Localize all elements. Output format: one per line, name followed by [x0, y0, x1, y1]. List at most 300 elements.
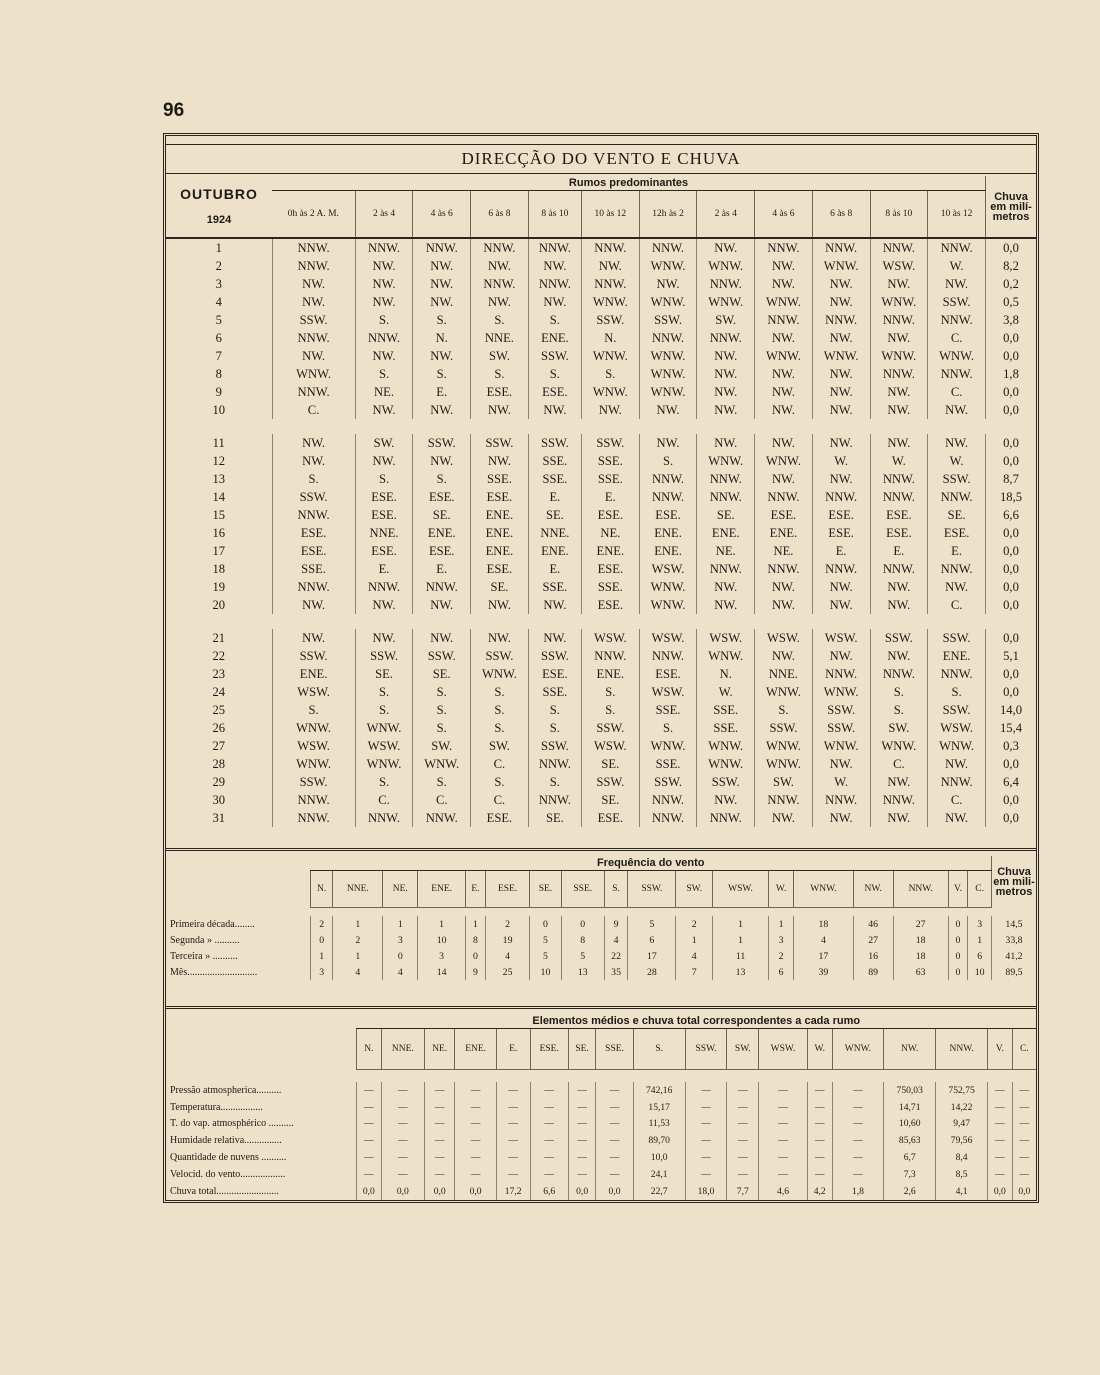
- wind-cell: WNW.: [639, 596, 697, 614]
- freq-cell: 0: [948, 916, 968, 932]
- day-number: 18: [212, 562, 226, 576]
- wind-cell: SSE.: [528, 578, 581, 596]
- freq-cell: 19: [485, 932, 529, 948]
- elem-cell: —: [455, 1149, 496, 1166]
- wind-cell: NNW.: [639, 329, 697, 347]
- wind-cell: NNW.: [272, 383, 355, 401]
- freq-cell: 1: [383, 916, 418, 932]
- wind-cell: NNW.: [272, 238, 355, 257]
- wind-cell: NNW.: [697, 809, 755, 827]
- table-row: [166, 275, 1036, 293]
- wind-cell: S.: [471, 719, 529, 737]
- wind-cell: NW.: [697, 365, 755, 383]
- wind-cell: SSW.: [355, 647, 413, 665]
- elem-cell: —: [685, 1082, 727, 1099]
- elem-cell: —: [832, 1099, 884, 1116]
- wind-cell: NW.: [413, 629, 471, 647]
- wind-cell: NW.: [471, 452, 529, 470]
- wind-cell: W.: [812, 773, 870, 791]
- wind-cell: S.: [413, 773, 471, 791]
- wind-cell: NNW.: [581, 275, 639, 293]
- freq-cell: 3: [311, 964, 333, 980]
- wind-cell: SE.: [528, 809, 581, 827]
- freq-cell: 5: [561, 948, 604, 964]
- elem-cell: —: [357, 1149, 382, 1166]
- frequency-header-row: [166, 871, 1036, 908]
- rain-header: Chuva em milí- metros: [986, 176, 1037, 238]
- day-number: 31: [212, 811, 226, 825]
- freq-cell: 1: [676, 932, 713, 948]
- wind-cell: ENE.: [471, 506, 529, 524]
- wind-cell: NW.: [870, 329, 928, 347]
- table-row: [166, 1166, 1036, 1183]
- wind-cell: NNW.: [870, 365, 928, 383]
- freq-cell: 11: [712, 948, 768, 964]
- wind-cell: SSE.: [639, 755, 697, 773]
- table-row: [166, 964, 1036, 980]
- wind-cell: NW.: [755, 647, 813, 665]
- wind-cell: NNW.: [697, 560, 755, 578]
- elem-cell: 24,1: [633, 1166, 685, 1183]
- elem-cell: 6,6: [530, 1183, 568, 1200]
- elem-cell: —: [988, 1099, 1013, 1116]
- freq-cell: 13: [712, 964, 768, 980]
- elem-cell: —: [988, 1149, 1013, 1166]
- wind-cell: NW.: [755, 275, 813, 293]
- rain-cell: 0,0: [986, 452, 1037, 470]
- wind-cell: S.: [355, 701, 413, 719]
- elem-cell: —: [496, 1166, 530, 1183]
- rain-cell: 1,8: [986, 365, 1037, 383]
- wind-cell: WSW.: [272, 683, 355, 701]
- elem-cell: 752,75: [936, 1082, 988, 1099]
- wind-cell: NW.: [928, 434, 986, 452]
- wind-cell: NW.: [581, 401, 639, 419]
- elem-cell: —: [807, 1082, 832, 1099]
- rain-cell: 5,1: [986, 647, 1037, 665]
- elem-cell: —: [455, 1166, 496, 1183]
- rain-cell: 0,0: [986, 560, 1037, 578]
- rain-cell: 0,3: [986, 737, 1037, 755]
- wind-cell: NNW.: [272, 329, 355, 347]
- wind-cell: NNW.: [870, 311, 928, 329]
- elem-cell: 22,7: [633, 1183, 685, 1200]
- table-row: [166, 401, 1036, 419]
- elem-dir-header: WSW.: [759, 1029, 808, 1070]
- rain-cell: 0,0: [986, 629, 1037, 647]
- wind-cell: WNW.: [755, 347, 813, 365]
- elem-cell: —: [530, 1166, 568, 1183]
- wind-cell: NNW.: [697, 329, 755, 347]
- elem-cell: 7,7: [727, 1183, 759, 1200]
- wind-cell: WNW.: [639, 257, 697, 275]
- freq-cell: 4: [383, 964, 418, 980]
- elem-cell: 4,2: [807, 1183, 832, 1200]
- elem-cell: 2,6: [884, 1183, 936, 1200]
- freq-rain-cell: 89,5: [992, 964, 1037, 980]
- wind-cell: S.: [581, 683, 639, 701]
- elem-cell: —: [807, 1149, 832, 1166]
- freq-cell: 63: [893, 964, 948, 980]
- elem-cell: —: [455, 1116, 496, 1133]
- hour-header: 8 às 10: [528, 191, 581, 239]
- wind-cell: NNW.: [272, 791, 355, 809]
- frequency-title: Frequência do vento: [311, 856, 992, 871]
- wind-cell: NW.: [355, 401, 413, 419]
- wind-cell: NNW.: [928, 238, 986, 257]
- freq-cell: 2: [311, 916, 333, 932]
- freq-rain-cell: 41,2: [992, 948, 1037, 964]
- wind-cell: S.: [870, 683, 928, 701]
- day-number: 12: [212, 454, 226, 468]
- wind-cell: N.: [697, 665, 755, 683]
- rain-cell: 0,0: [986, 434, 1037, 452]
- wind-cell: NE.: [581, 524, 639, 542]
- wind-cell: SSW.: [928, 470, 986, 488]
- elem-dir-header: E.: [496, 1029, 530, 1070]
- elem-cell: —: [357, 1099, 382, 1116]
- wind-cell: WNW.: [581, 383, 639, 401]
- wind-cell: ENE.: [528, 542, 581, 560]
- wind-cell: SSE.: [639, 701, 697, 719]
- wind-cell: WNW.: [755, 452, 813, 470]
- wind-cell: NW.: [755, 470, 813, 488]
- elem-cell: 7,3: [884, 1166, 936, 1183]
- elem-dir-header: ENE.: [455, 1029, 496, 1070]
- wind-cell: NW.: [272, 347, 355, 365]
- wind-cell: WSW.: [755, 629, 813, 647]
- elem-cell: 0,0: [596, 1183, 633, 1200]
- wind-cell: SSW.: [928, 293, 986, 311]
- table-row: [166, 791, 1036, 809]
- elem-cell: 0,0: [381, 1183, 424, 1200]
- wind-cell: NNW.: [812, 311, 870, 329]
- wind-cell: SW.: [355, 434, 413, 452]
- day-number: 19: [212, 580, 226, 594]
- elem-cell: —: [496, 1149, 530, 1166]
- wind-cell: NE.: [355, 383, 413, 401]
- wind-cell: NNW.: [812, 791, 870, 809]
- freq-cell: 2: [676, 916, 713, 932]
- wind-cell: SSE.: [528, 470, 581, 488]
- wind-cell: SSE.: [528, 683, 581, 701]
- elem-cell: —: [832, 1149, 884, 1166]
- wind-cell: NW.: [272, 275, 355, 293]
- wind-cell: NNE.: [755, 665, 813, 683]
- hour-header: 6 às 8: [812, 191, 870, 239]
- freq-cell: 0: [948, 948, 968, 964]
- wind-cell: NW.: [697, 347, 755, 365]
- rain-cell: 0,0: [986, 542, 1037, 560]
- day-number: 29: [212, 775, 226, 789]
- wind-cell: NNW.: [697, 275, 755, 293]
- wind-cell: NW.: [928, 755, 986, 773]
- wind-cell: WSW.: [581, 629, 639, 647]
- freq-rain-cell: 33,8: [992, 932, 1037, 948]
- wind-cell: ESE.: [870, 506, 928, 524]
- wind-cell: NW.: [471, 293, 529, 311]
- day-number: 3: [215, 277, 222, 291]
- wind-cell: ESE.: [471, 560, 529, 578]
- elem-cell: —: [1012, 1132, 1036, 1149]
- wind-cell: ESE.: [413, 488, 471, 506]
- wind-cell: ENE.: [581, 665, 639, 683]
- wind-cell: WNW.: [272, 719, 355, 737]
- wind-cell: S.: [928, 683, 986, 701]
- elem-dir-header: SSE.: [596, 1029, 633, 1070]
- wind-cell: NW.: [697, 791, 755, 809]
- table-row: [166, 948, 1036, 964]
- elem-cell: 0,0: [988, 1183, 1013, 1200]
- wind-cell: SSW.: [581, 773, 639, 791]
- wind-cell: NW.: [755, 578, 813, 596]
- elements-title: Elementos médios e chuva total correspondentes a cada rumo: [357, 1014, 1037, 1029]
- wind-cell: SE.: [581, 791, 639, 809]
- wind-cell: SSW.: [870, 629, 928, 647]
- wind-cell: WSW.: [928, 719, 986, 737]
- wind-cell: SW.: [697, 311, 755, 329]
- wind-cell: NE.: [755, 542, 813, 560]
- table-row: [166, 629, 1036, 647]
- wind-cell: S.: [471, 773, 529, 791]
- freq-cell: 89: [853, 964, 893, 980]
- hour-header: 2 às 4: [355, 191, 413, 239]
- wind-cell: NNW.: [413, 809, 471, 827]
- wind-cell: WNW.: [755, 755, 813, 773]
- day-number: 8: [215, 367, 222, 381]
- elem-cell: 15,17: [633, 1099, 685, 1116]
- wind-cell: E.: [928, 542, 986, 560]
- wind-cell: ESE.: [870, 524, 928, 542]
- wind-cell: NNW.: [528, 755, 581, 773]
- freq-cell: 4: [485, 948, 529, 964]
- table-frame: [163, 133, 1039, 1203]
- freq-cell: 17: [628, 948, 676, 964]
- table-row: [166, 737, 1036, 755]
- wind-cell: NW.: [812, 383, 870, 401]
- elem-cell: 11,53: [633, 1116, 685, 1133]
- elem-cell: —: [807, 1099, 832, 1116]
- freq-cell: 10: [968, 964, 992, 980]
- hour-header: 4 às 6: [413, 191, 471, 239]
- wind-cell: WNW.: [639, 365, 697, 383]
- freq-dir-header: NNE.: [333, 871, 383, 908]
- wind-cell: WNW.: [755, 293, 813, 311]
- elem-cell: 89,70: [633, 1132, 685, 1149]
- wind-cell: E.: [355, 560, 413, 578]
- wind-cell: NW.: [355, 293, 413, 311]
- freq-cell: 7: [676, 964, 713, 980]
- table-row: [166, 1132, 1036, 1149]
- wind-cell: WNW.: [639, 383, 697, 401]
- wind-cell: WSW.: [581, 737, 639, 755]
- wind-cell: SSW.: [639, 311, 697, 329]
- wind-cell: NNW.: [528, 238, 581, 257]
- wind-cell: ESE.: [928, 524, 986, 542]
- wind-cell: NNW.: [755, 488, 813, 506]
- freq-cell: 39: [794, 964, 854, 980]
- wind-cell: WNW.: [355, 719, 413, 737]
- wind-cell: NNW.: [639, 791, 697, 809]
- table-row: [166, 755, 1036, 773]
- elem-dir-header: ESE.: [530, 1029, 568, 1070]
- wind-cell: E.: [528, 560, 581, 578]
- elem-cell: —: [425, 1116, 455, 1133]
- table-row: [166, 293, 1036, 311]
- month-label: OUTUBRO: [180, 185, 258, 202]
- rumos-header: Rumos predominantes: [272, 176, 986, 191]
- table-row: [166, 701, 1036, 719]
- elem-cell: —: [596, 1149, 633, 1166]
- wind-cell: NW.: [755, 596, 813, 614]
- wind-cell: SSE.: [697, 701, 755, 719]
- wind-cell: NW.: [528, 293, 581, 311]
- wind-cell: NW.: [528, 257, 581, 275]
- wind-cell: NNW.: [697, 470, 755, 488]
- table-row: [166, 347, 1036, 365]
- wind-cell: NW.: [413, 452, 471, 470]
- wind-cell: S.: [272, 701, 355, 719]
- elem-row-label: Quantidade de nuvens ..........: [170, 1152, 287, 1164]
- elem-cell: —: [988, 1166, 1013, 1183]
- wind-cell: S.: [471, 701, 529, 719]
- wind-cell: W.: [870, 452, 928, 470]
- freq-rain-header: Chuva em mili- metros: [992, 856, 1037, 908]
- freq-dir-header: ESE.: [485, 871, 529, 908]
- hour-header: 0h às 2 A. M.: [272, 191, 355, 239]
- hour-header: 8 às 10: [870, 191, 928, 239]
- freq-cell: 18: [893, 932, 948, 948]
- wind-cell: ENE.: [528, 329, 581, 347]
- elem-cell: —: [530, 1132, 568, 1149]
- wind-cell: NNW.: [928, 665, 986, 683]
- wind-cell: NW.: [928, 275, 986, 293]
- freq-cell: 5: [530, 948, 562, 964]
- wind-cell: NW.: [812, 647, 870, 665]
- wind-cell: NNW.: [639, 647, 697, 665]
- wind-cell: NNW.: [755, 791, 813, 809]
- wind-cell: NW.: [639, 434, 697, 452]
- wind-cell: S.: [413, 683, 471, 701]
- wind-cell: C.: [928, 791, 986, 809]
- hour-header: 12h às 2: [639, 191, 697, 239]
- elem-cell: —: [496, 1082, 530, 1099]
- wind-cell: NNW.: [928, 311, 986, 329]
- wind-cell: NW.: [413, 257, 471, 275]
- wind-cell: S.: [413, 311, 471, 329]
- wind-cell: NNW.: [697, 488, 755, 506]
- rain-cell: 3,8: [986, 311, 1037, 329]
- day-number: 16: [212, 526, 226, 540]
- wind-cell: ESE.: [471, 809, 529, 827]
- table-row: [166, 1183, 1036, 1200]
- wind-cell: WNW.: [272, 365, 355, 383]
- wind-cell: ESE.: [812, 524, 870, 542]
- day-number: 13: [212, 472, 226, 486]
- wind-cell: S.: [272, 470, 355, 488]
- wind-cell: NW.: [812, 329, 870, 347]
- freq-dir-header: C.: [968, 871, 992, 908]
- freq-dir-header: NNW.: [893, 871, 948, 908]
- elem-row-label: Velocid. do vento..................: [170, 1168, 286, 1180]
- wind-cell: SSW.: [581, 311, 639, 329]
- elem-cell: —: [988, 1082, 1013, 1099]
- wind-cell: WNW.: [928, 737, 986, 755]
- wind-cell: S.: [413, 719, 471, 737]
- wind-cell: SSW.: [272, 311, 355, 329]
- elem-cell: —: [381, 1082, 424, 1099]
- elem-cell: —: [530, 1099, 568, 1116]
- wind-cell: NNW.: [812, 665, 870, 683]
- wind-cell: ENE.: [471, 524, 529, 542]
- wind-cell: W.: [928, 257, 986, 275]
- wind-cell: ESE.: [355, 542, 413, 560]
- wind-cell: NNE.: [355, 524, 413, 542]
- day-number: 20: [212, 598, 226, 612]
- wind-cell: ENE.: [639, 524, 697, 542]
- elem-row-label: Pressão atmospherica..........: [170, 1084, 282, 1096]
- freq-rain-cell: 14,5: [992, 916, 1037, 932]
- rain-cell: 0,0: [986, 683, 1037, 701]
- wind-cell: WNW.: [812, 737, 870, 755]
- wind-cell: C.: [928, 329, 986, 347]
- wind-cell: SSW.: [639, 773, 697, 791]
- wind-cell: S.: [528, 701, 581, 719]
- elem-cell: —: [759, 1082, 808, 1099]
- elem-cell: —: [357, 1166, 382, 1183]
- section-separator: [166, 1006, 1036, 1009]
- wind-cell: SSW.: [581, 434, 639, 452]
- wind-cell: NNW.: [355, 238, 413, 257]
- elem-cell: —: [596, 1132, 633, 1149]
- wind-cell: C.: [355, 791, 413, 809]
- wind-cell: NNW.: [928, 560, 986, 578]
- wind-cell: WNW.: [697, 452, 755, 470]
- wind-cell: NW.: [413, 275, 471, 293]
- table-row: [166, 329, 1036, 347]
- wind-cell: NNW.: [528, 275, 581, 293]
- day-number: 17: [212, 544, 226, 558]
- rain-cell: 8,2: [986, 257, 1037, 275]
- elem-cell: —: [1012, 1082, 1036, 1099]
- freq-cell: 0: [948, 964, 968, 980]
- wind-cell: NW.: [355, 629, 413, 647]
- elem-cell: 0,0: [1012, 1183, 1036, 1200]
- wind-cell: WNW.: [870, 347, 928, 365]
- wind-cell: WNW.: [639, 737, 697, 755]
- elem-cell: —: [988, 1116, 1013, 1133]
- wind-cell: E.: [528, 488, 581, 506]
- wind-cell: WNW.: [697, 257, 755, 275]
- elem-cell: —: [530, 1149, 568, 1166]
- page-number: 96: [163, 100, 185, 121]
- freq-cell: 10: [418, 932, 466, 948]
- wind-cell: S.: [355, 683, 413, 701]
- wind-cell: NW.: [581, 257, 639, 275]
- freq-cell: 0: [948, 932, 968, 948]
- rain-cell: 0,0: [986, 791, 1037, 809]
- freq-cell: 28: [628, 964, 676, 980]
- freq-cell: 2: [769, 948, 794, 964]
- elem-dir-header: NNW.: [936, 1029, 988, 1070]
- elem-cell: 14,71: [884, 1099, 936, 1116]
- wind-cell: NNW.: [928, 773, 986, 791]
- elem-cell: 1,8: [832, 1183, 884, 1200]
- day-number: 6: [215, 331, 222, 345]
- elem-cell: —: [1012, 1116, 1036, 1133]
- wind-cell: NNW.: [812, 560, 870, 578]
- wind-cell: ENE.: [639, 542, 697, 560]
